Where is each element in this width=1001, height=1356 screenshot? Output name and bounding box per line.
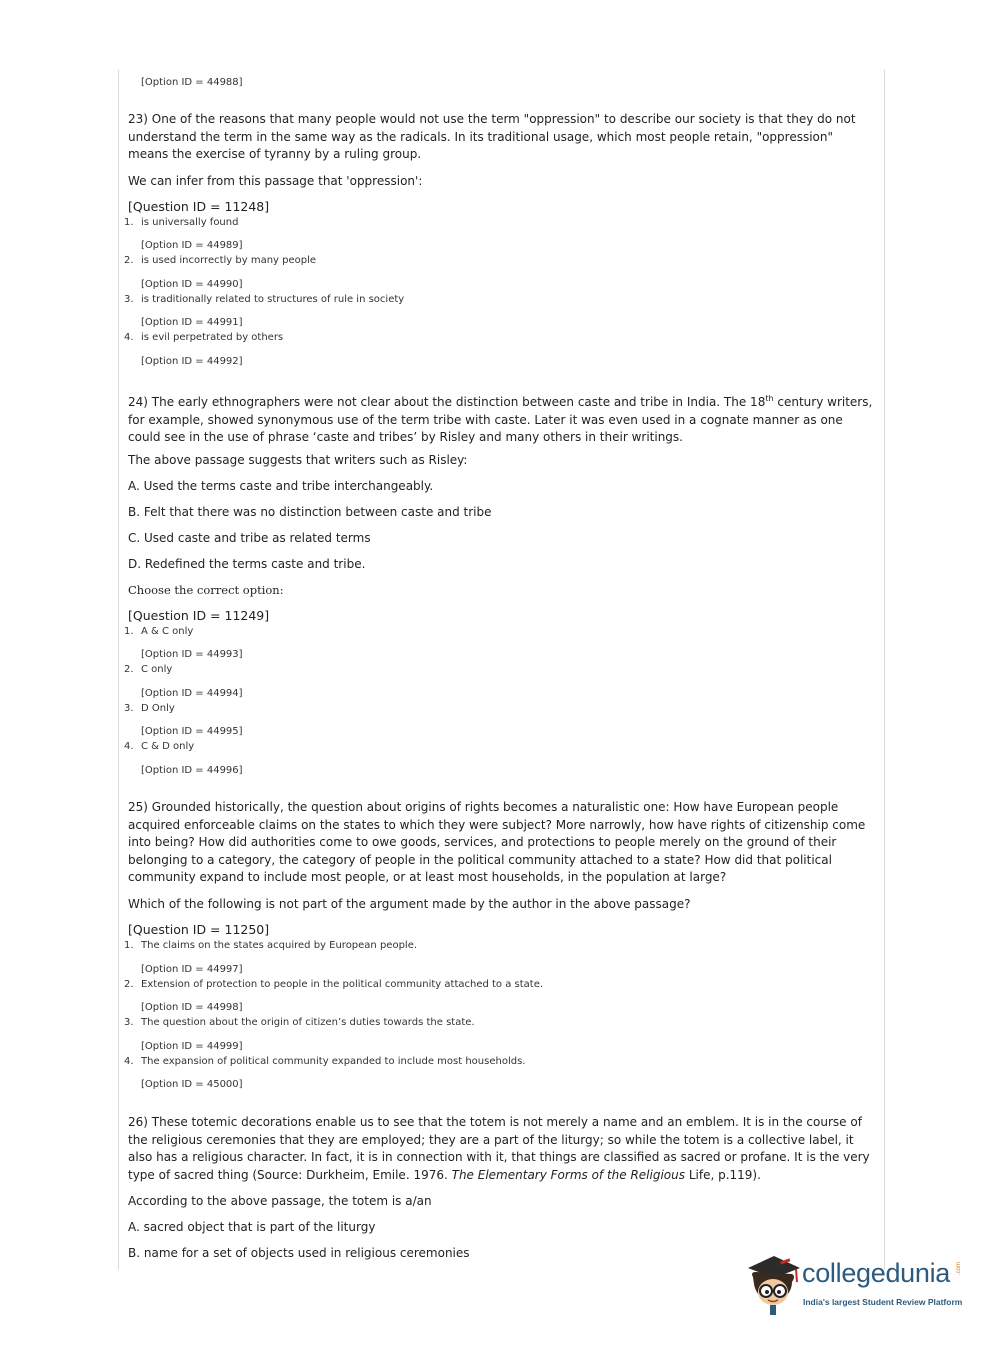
option-item[interactable] xyxy=(124,1056,525,1067)
statement: D. Redefined the terms caste and tribe. xyxy=(128,557,366,571)
option-id: [Option ID = 44993] xyxy=(141,649,243,660)
option-number: 1. xyxy=(124,626,134,637)
question-26-text-part: 26) These totemic decorations enable us to see that the totem is not merely a name and an emblem. It is in the course of the religious ceremonies that they are employed; they are a part of the liturgy; so while the totem is a collective label, it also has a religious character. In fact, it is in connection with it, that things are classified as sacred or profane. It is the very type of sacred thing (Source: Durkheim, Emile. 1976. xyxy=(128,1115,870,1182)
option-text: D Only xyxy=(141,703,175,714)
option-id: [Option ID = 44994] xyxy=(141,688,243,699)
question-23-id: [Question ID = 11248] xyxy=(128,199,270,214)
option-item[interactable] xyxy=(124,664,172,675)
question-23-prompt: We can infer from this passage that 'oppression': xyxy=(128,174,423,188)
page-border-right xyxy=(884,70,885,1270)
question-24-text xyxy=(128,390,873,447)
option-text: A & C only xyxy=(141,626,194,637)
option-number: 4. xyxy=(124,741,134,752)
brand-name: collegedunia xyxy=(802,1258,951,1288)
option-item[interactable] xyxy=(124,703,175,714)
book-title: The Elementary Forms of the Religious xyxy=(451,1167,686,1182)
question-24-text-part: century writers, for example, showed synonymous use of the term tribe with caste. Later it was even used in a cognate manner as one could see in the use of phrase ‘caste and tribes’ by Risley and many others in their writings. xyxy=(128,395,873,444)
option-text: Extension of protection to people in the political community attached to a state. xyxy=(141,979,544,990)
question-26-prompt: According to the above passage, the totem is a/an xyxy=(128,1194,432,1208)
brand-tagline: India's largest Student Review Platform xyxy=(803,1297,963,1307)
option-number: 3. xyxy=(124,703,134,714)
option-number: 2. xyxy=(124,255,134,266)
option-number: 3. xyxy=(124,294,134,305)
statement: A. Used the terms caste and tribe interchangeably. xyxy=(128,479,434,493)
statement: C. Used caste and tribe as related terms xyxy=(128,531,371,545)
option-item[interactable] xyxy=(124,979,543,990)
question-24-text-part: 24) The early ethnographers were not clear about the distinction between caste and tribe in India. The 18 xyxy=(128,395,766,409)
option-id: [Option ID = 44990] xyxy=(141,279,243,290)
option-item[interactable] xyxy=(124,1017,475,1028)
question-23-text: 23) One of the reasons that many people would not use the term "oppression" to describe our society is that they do not understand the term in the same way as the radicals. In its traditional usage, which most people retain, "oppression" means the exercise of tyranny by a ruling group. xyxy=(128,112,856,161)
choose-instruction: Choose the correct option: xyxy=(128,583,284,597)
question-26-text-part: Life, p.119). xyxy=(685,1167,761,1182)
question-25-text: 25) Grounded historically, the question about origins of rights becomes a naturalistic one: How have European people acquired enforceable claims on the states to which they were subject? More narrowly, how have rights of citizenship come into being? How did authorities come to owe goods, services, and protections to people merely on the ground of their belonging to a category, the category of people in the political community attached to a state? How did that political community expand to include most people, or at least most households, in the population at large? xyxy=(128,800,866,884)
option-text: C & D only xyxy=(141,741,195,752)
question-24-prompt: The above passage suggests that writers such as Risley: xyxy=(128,453,468,467)
statement: B. Felt that there was no distinction between caste and tribe xyxy=(128,505,492,519)
option-item[interactable] xyxy=(124,332,283,343)
option-id: [Option ID = 44998] xyxy=(141,1002,243,1013)
option-item[interactable] xyxy=(124,255,316,266)
option-item[interactable] xyxy=(124,217,238,228)
superscript: th xyxy=(765,394,774,403)
option-text: is used incorrectly by many people xyxy=(141,255,317,266)
option-id: [Option ID = 44996] xyxy=(141,765,243,776)
mascot-icon xyxy=(744,1250,802,1318)
option-number: 1. xyxy=(124,940,134,951)
option-id: [Option ID = 44997] xyxy=(141,964,243,975)
option-item[interactable] xyxy=(124,626,193,637)
option-number: 4. xyxy=(124,1056,134,1067)
option-item[interactable] xyxy=(124,940,417,951)
option-text: C only xyxy=(141,664,173,675)
option-text: The expansion of political community expanded to include most households. xyxy=(141,1056,526,1067)
brand-domain-suffix: .com xyxy=(956,1261,962,1275)
option-text: The claims on the states acquired by European people. xyxy=(141,940,418,951)
option-number: 3. xyxy=(124,1017,134,1028)
option-number: 1. xyxy=(124,217,134,228)
option-text: is traditionally related to structures of rule in society xyxy=(141,294,405,305)
option-item[interactable] xyxy=(124,741,194,752)
option-number: 4. xyxy=(124,332,134,343)
question-25-id: [Question ID = 11250] xyxy=(128,922,270,937)
option-text: is evil perpetrated by others xyxy=(141,332,284,343)
statement: A. sacred object that is part of the liturgy xyxy=(128,1220,376,1234)
page-border-left xyxy=(118,70,119,1270)
option-id: [Option ID = 44988] xyxy=(141,77,243,88)
option-id: [Option ID = 44992] xyxy=(141,356,243,367)
option-number: 2. xyxy=(124,979,134,990)
question-25-prompt: Which of the following is not part of the argument made by the author in the above passage? xyxy=(128,897,691,911)
option-id: [Option ID = 44999] xyxy=(141,1041,243,1052)
statement: B. name for a set of objects used in religious ceremonies xyxy=(128,1246,470,1260)
question-26-text xyxy=(128,1114,873,1184)
option-id: [Option ID = 45000] xyxy=(141,1079,243,1090)
option-item[interactable] xyxy=(124,294,404,305)
option-id: [Option ID = 44995] xyxy=(141,726,243,737)
question-24-id: [Question ID = 11249] xyxy=(128,608,270,623)
option-text: The question about the origin of citizen’s duties towards the state. xyxy=(141,1017,475,1028)
option-id: [Option ID = 44991] xyxy=(141,317,243,328)
option-text: is universally found xyxy=(141,217,239,228)
collegedunia-logo[interactable] xyxy=(744,1250,974,1320)
option-id: [Option ID = 44989] xyxy=(141,240,243,251)
option-number: 2. xyxy=(124,664,134,675)
